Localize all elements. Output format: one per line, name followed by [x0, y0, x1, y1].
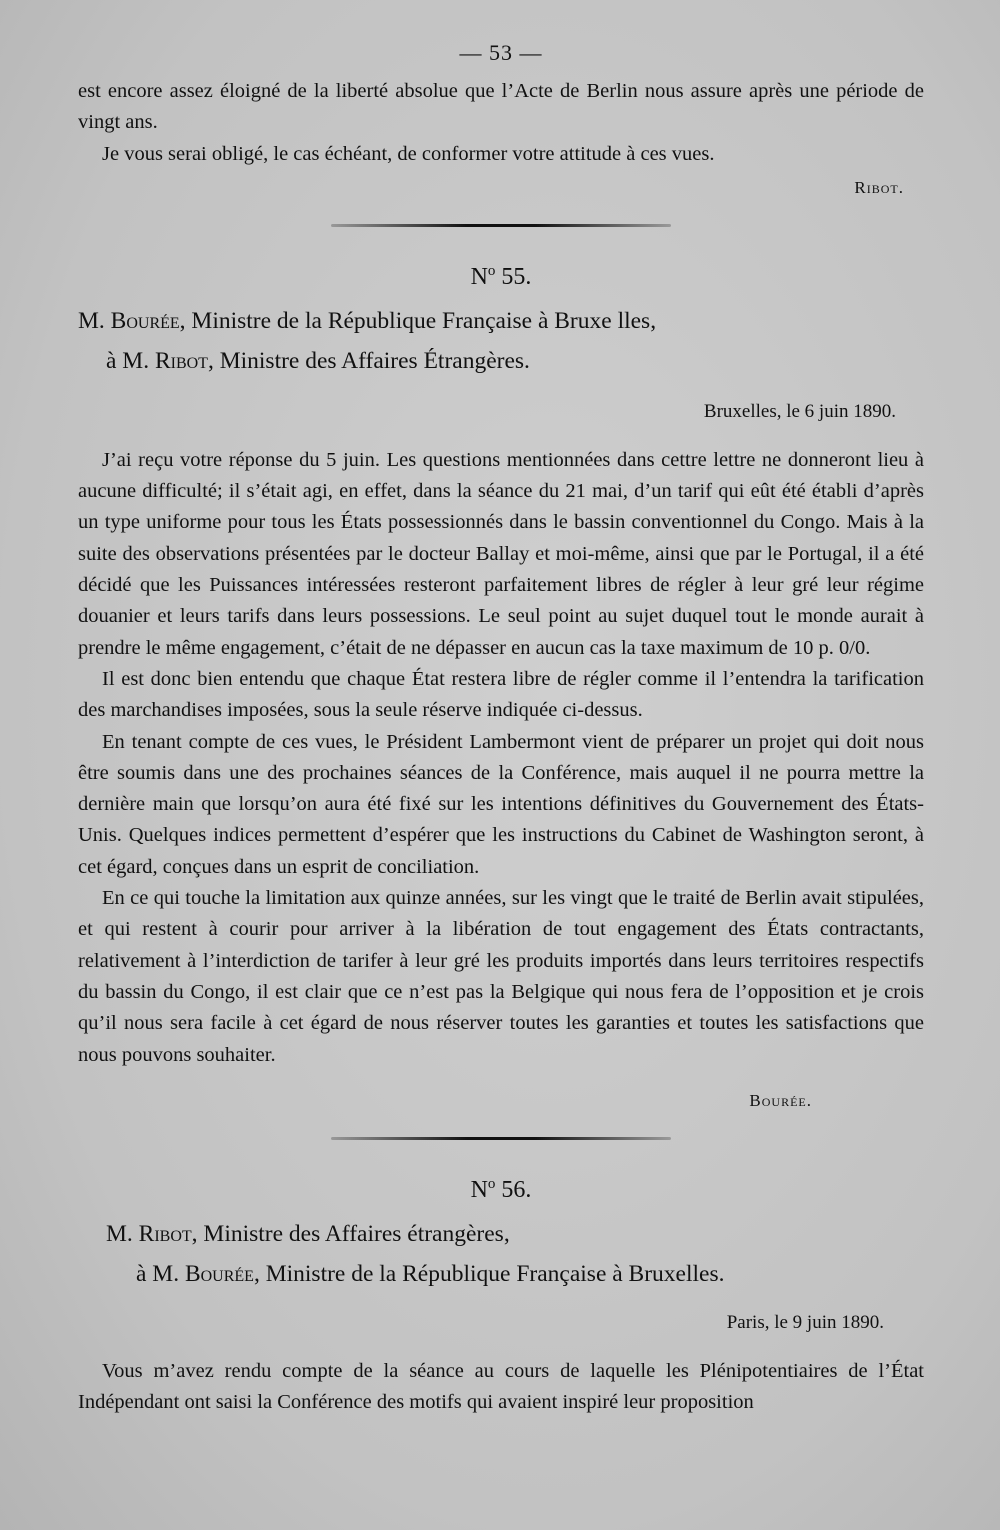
doc56-paragraph-1: Vous m’avez rendu compte de la séance au cours de laquelle les Plénipotentiaires de l’État Indépendant ont saisi la Conférence des motifs qui avaient inspiré leur proposition [78, 1359, 924, 1414]
document-number-56 [78, 1176, 924, 1204]
document-number-55 [78, 263, 924, 291]
doc55-sender [78, 301, 924, 341]
recipient-prefix: à M. [106, 347, 155, 374]
sender-name: Bourée [110, 307, 180, 334]
page-number: — 53 — [459, 40, 543, 65]
doc-number-sup: o [487, 262, 496, 279]
recipient-title: , Ministre des Affaires Étrangères. [207, 347, 530, 374]
recipient-name: Ribot [154, 347, 208, 374]
doc55-paragraph-2: Il est donc bien entendu que chaque État restera libre de régler comme il l’entendra la tarification des marchandises imposées, sous la seule réserve indiquée ci-dessus. [78, 667, 924, 722]
recipient-prefix: à M. [136, 1260, 185, 1287]
sender-prefix: M. [106, 1220, 139, 1247]
page-content [78, 30, 924, 1418]
recipient-title: , Ministre de la République Française à Bruxelles. [253, 1260, 725, 1287]
doc-number-value: 56. [495, 1176, 532, 1203]
doc55-recipient [78, 341, 924, 381]
doc55-paragraph-4: En ce qui touche la limitation aux quinze années, sur les vingt que le traité de Berlin avait stipulées, et qui restent à courir pour arriver à la libération de tout engagement des États contractants, relativement à l’interdiction de tarifer à leur gré les produits importés dans leurs territoires respectifs du bassin du Congo, il est clair que ce n’est pas la Belgique qui nous fera de l’opposition et je crois qu’il nous sera facile à cet égard de nous réserver toutes les garanties et toutes les satisfactions que nous pouvons souhaiter. [78, 887, 924, 1066]
doc-number-sup: o [487, 1175, 496, 1192]
signature-bouree: Bourée. [749, 1090, 812, 1110]
doc-number-prefix: N [470, 1176, 488, 1203]
section-divider-2 [331, 1137, 671, 1140]
signature-ribot: Ribot. [854, 177, 904, 197]
doc-number-prefix: N [470, 263, 488, 290]
doc-number-value: 55. [495, 263, 532, 290]
sender-title: , Ministre des Affaires étrangères, [191, 1220, 510, 1247]
doc55-paragraph-3: En tenant compte de ces vues, le Président Lambermont vient de préparer un projet qui doit nous être soumis dans une des prochaines séances de la Conférence, mais auquel il ne pourra mettre la dernière main que lorsqu’on aura été fixé sur les intentions définitives du Gouvernement des États-Unis. Quelques indices permettent d’espérer que les instructions du Cabinet de Washington seront, à cet égard, conçues dans un esprit de conciliation. [78, 730, 924, 878]
recipient-name: Bourée [184, 1260, 254, 1287]
opening-paragraph-1: est encore assez éloigné de la liberté absolue que l’Acte de Berlin nous assure après une période de vingt ans. [78, 80, 924, 134]
doc55-paragraph-1: J’ai reçu votre réponse du 5 juin. Les questions mentionnées dans cettre lettre ne donneront lieu à aucune difficulté; il s’était agi, en effet, dans la séance du 21 mai, d’un tarif qui eût été établi d’après un type uniforme pour tous les États possessionnés dans le bassin conventionnel du Congo. Mais à la suite des observations présentées par le docteur Ballay et moi-même, ainsi que par le Portugal, il a été décidé que les Puissances intéressées resteront parfaitement libres de régler à leur gré leur régime douanier et leurs tarifs dans leurs possessions. Le seul point au sujet duquel tout le monde aurait à prendre le même engagement, c’était de ne dépasser en aucun cas la taxe maximum de 10 p. 0/0. [78, 448, 924, 659]
doc55-dateline: Bruxelles, le 6 juin 1890. [703, 400, 896, 422]
sender-name: Ribot [138, 1220, 192, 1247]
section-divider-1 [331, 224, 671, 227]
doc56-recipient [78, 1254, 924, 1294]
doc56-dateline: Paris, le 9 juin 1890. [726, 1311, 884, 1333]
opening-paragraph-2: Je vous serai obligé, le cas échéant, de conformer votre attitude à ces vues. [102, 142, 715, 165]
sender-title: , Ministre de la République Française à Bruxe lles, [179, 307, 657, 334]
sender-prefix: M. [78, 307, 111, 334]
doc56-sender [78, 1214, 924, 1254]
